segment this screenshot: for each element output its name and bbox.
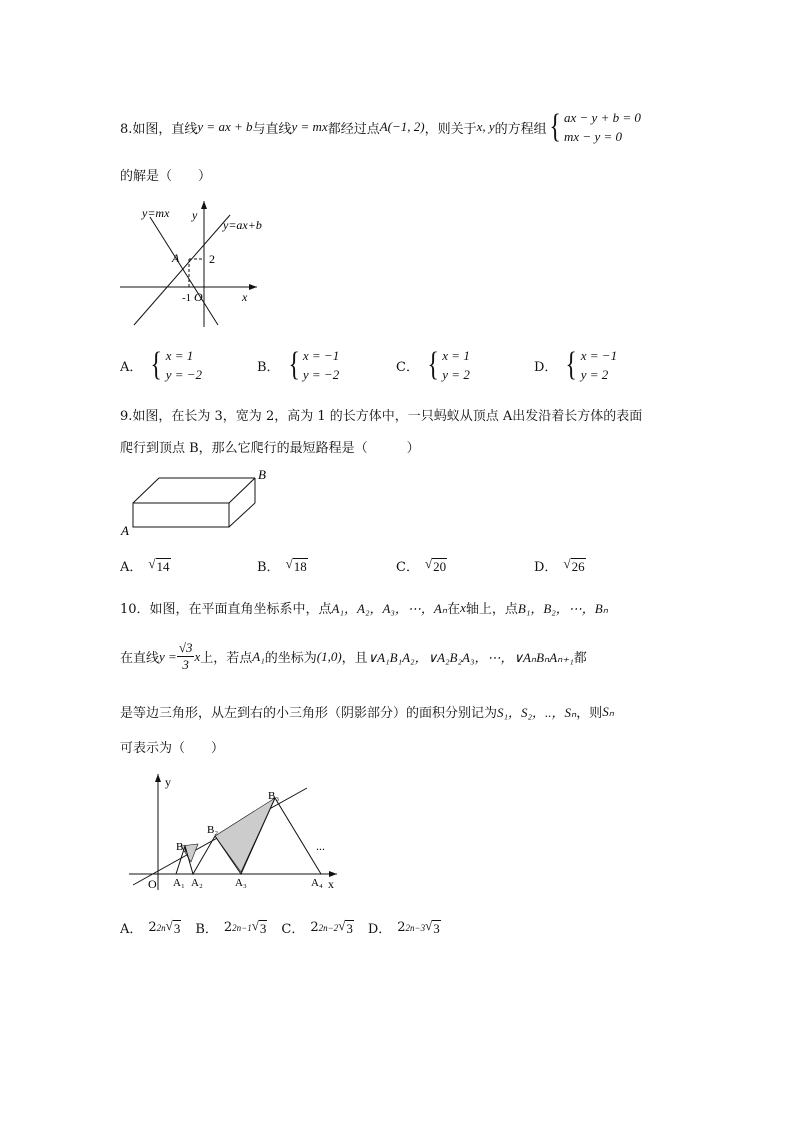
q10-line4: 可表示为（ ） xyxy=(120,741,225,756)
q8-option-a[interactable]: A． { x = 1 y = −2 xyxy=(120,346,203,383)
q8-label-2: 2 xyxy=(209,252,215,266)
q10-label-dots: ... xyxy=(316,839,325,853)
q9-option-c[interactable]: C． √ 20 xyxy=(396,556,447,575)
q10-option-a[interactable]: A． 2 2n √ 3 xyxy=(120,918,181,937)
q8-label-m1: -1 xyxy=(182,292,192,304)
q8-label-x: x xyxy=(242,290,248,304)
q10-figure xyxy=(125,770,350,895)
q10-label-A1: A₁ xyxy=(173,877,185,889)
q9-label-A: A xyxy=(121,523,129,538)
q9-option-a[interactable]: A． √ 14 xyxy=(120,556,170,575)
q9-option-b[interactable]: B． √ 18 xyxy=(257,556,307,575)
q9-line1: 9.如图，在长为 3，宽为 2，高为 1 的长方体中，一只蚂蚁从顶点 A出发沿着长方体的表面 xyxy=(120,409,643,424)
q8-figure xyxy=(112,195,282,335)
q10-fraction: $\frac{√3}{3}$ xyxy=(178,640,193,672)
q10-label-A3: A₃ xyxy=(235,877,247,889)
q8-system: { ax − y + b = 0 mx − y = 0 xyxy=(549,108,641,145)
q10-line2: 在直线 y = $\frac{√3}{3}$ x 上，若点 A₁ 的坐标为 (1,0) ，且 ∨A₁B₁A₂，∨A₂B₂A₃，⋯，∨AₙBₙAₙ₊₁ 都 xyxy=(120,640,587,672)
q8-label-A: A xyxy=(172,251,180,265)
q10-label-A4: A₄ xyxy=(311,877,323,889)
q8-label-y: y xyxy=(192,208,198,222)
q10-label-B2: B₂ xyxy=(207,824,219,836)
q10-option-b[interactable]: B． 2 2n−1 √ 3 xyxy=(195,918,267,937)
q8-label-ymx: y=mx xyxy=(142,206,170,220)
q10-label-B1: B₁ xyxy=(176,841,188,853)
q8-line2: 的解是（ ） xyxy=(120,169,212,184)
q10-label-A2: A₂ xyxy=(191,877,203,889)
q10-label-y: y xyxy=(165,775,171,789)
q10-label-B3: B₃ xyxy=(268,790,280,802)
q10-option-c[interactable]: C． 2 2n−2 √ 3 xyxy=(281,918,353,937)
q10-line1: 10．如图，在平面直角坐标系中，点 A₁，A₂，A₃，⋯，Aₙ 在 x 轴上，点 B₁，B₂，⋯，Bₙ xyxy=(120,599,608,617)
q9-label-B: B xyxy=(258,467,266,482)
q10-options xyxy=(120,918,441,937)
q8-option-b[interactable]: B． { x = −1 y = −2 xyxy=(257,346,340,383)
q8-label-O: O xyxy=(194,290,203,304)
q10-label-O: O xyxy=(148,877,157,891)
q10-label-x: x xyxy=(328,877,334,891)
q9-line2: 爬行到顶点 B，那么它爬行的最短路程是（ ） xyxy=(120,441,420,456)
q8-line1: 8.如图，直线 y = ax + b 与直线 y = mx 都经过点 A(−1, 2) ，则关于 x, y 的方程组 { ax − y + b = 0 mx − y = 0 xyxy=(120,108,641,145)
q9-option-d[interactable]: D． √ 26 xyxy=(534,556,585,575)
q8-option-c[interactable]: C． { x = 1 y = 2 xyxy=(396,346,470,383)
q8-label-yaxb: y=ax+b xyxy=(223,218,262,232)
q8-option-d[interactable]: D． { x = −1 y = 2 xyxy=(534,346,618,383)
q10-option-d[interactable]: D． 2 2n−3 √ 3 xyxy=(367,918,440,937)
q9-figure xyxy=(115,463,275,538)
q10-line3: 是等边三角形，从左到右的小三角形（阴影部分）的面积分别记为 S₁，S₂，..，Sₙ ，则 Sₙ xyxy=(120,703,614,721)
